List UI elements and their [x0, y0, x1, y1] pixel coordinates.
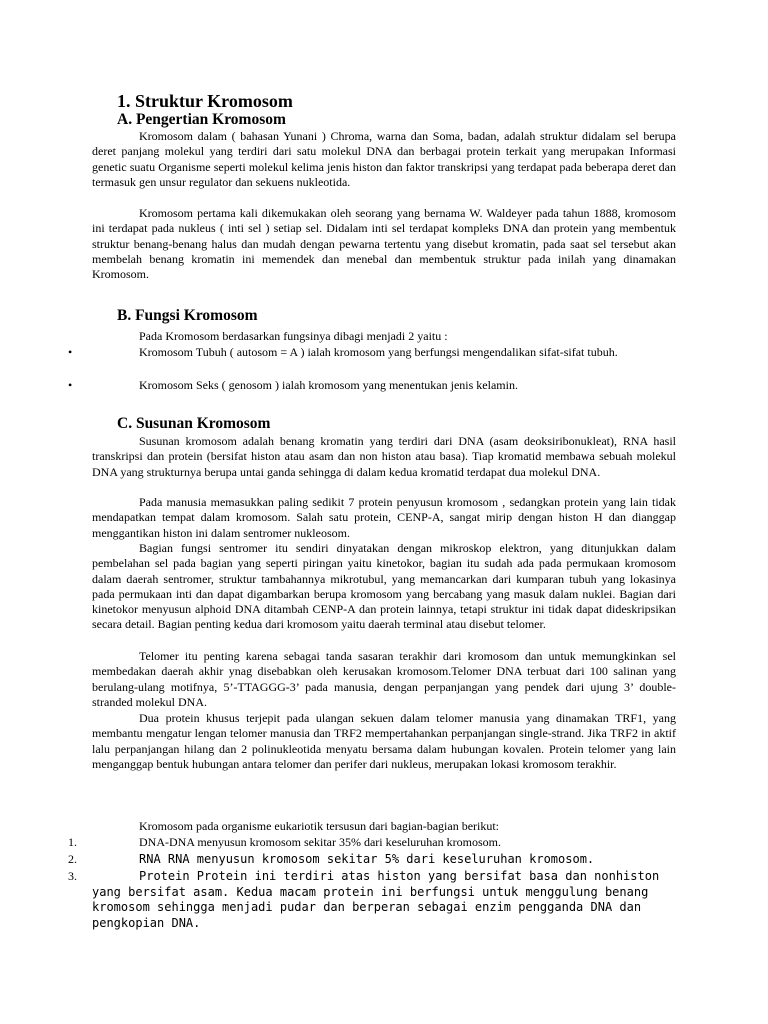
bullet-marker: •	[68, 378, 73, 392]
section-c-paragraph-3: Bagian fungsi sentromer itu sendiri dinyatakan dengan mikroskop elektron, yang ditunjukkan dalam pembelahan sel pada bagian yang seperti piringan yaitu kinetokor, bagian itu sudah ada pada permukaan kromosom dalam daerah sentromer, struktur tambahannya mikrotubul, yang memancarkan dari kumparan tubuh yang lokasinya pada permukaan inti dan dapat digambarkan berupa kromosom yang bercabang yang masuk dalam nuklei. Bagian dari kinetokor menyusun alphoid DNA ditambah CENP-A dan protein lainnya, tetapi struktur ini tidak dapat dideskripsikan secara detail. Bagian penting kedua dari kromosom yaitu daerah terminal atau disebut telomer.	[92, 541, 676, 632]
document-title: 1. Struktur Kromosom	[117, 91, 293, 111]
list-number: 1.	[68, 835, 77, 849]
section-a-paragraph-2: Kromosom pertama kali dikemukakan oleh seorang yang bernama W. Waldeyer pada tahun 1888, kromosom ini terdapat pada nukleus ( inti sel ) setiap sel. Didalam inti sel terdapat kompleks DNA dan protein yang membentuk struktur benang-benang halus dan mudah dengan pewarna tertentu yang disebut kromatin, pada saat sel tersebut akan membelah benang kromatin ini memendek dan menebal dan membentuk struktur pada inilah yang dinamakan Kromosom.	[92, 206, 676, 282]
list-number: 3.	[68, 869, 77, 883]
bullet-item-genosom: Kromosom Seks ( genosom ) ialah kromosom yang menentukan jenis kelamin.	[139, 378, 518, 392]
section-a-paragraph-1: Kromosom dalam ( bahasan Yunani ) Chroma, warna dan Soma, badan, adalah struktur didalam sel berupa deret panjang molekul yang terdiri dari satu molekul DNA dan berbagai protein terkait yang merupakan Informasi genetic suatu Organisme seperti molekul kelima jenis histon dan faktor transkripsi yang terdapat pada beberapa deret dan termasuk gen unsur regulator dan sekuens nukleotida.	[92, 129, 676, 189]
list-number: 2.	[68, 852, 77, 866]
bullet-item-autosom: Kromosom Tubuh ( autosom = A ) ialah kromosom yang berfungsi mengendalikan sifat-sifat tubuh.	[139, 345, 618, 359]
section-c-paragraph-5: Dua protein khusus terjepit pada ulangan sekuen dalam telomer manusia yang dinamakan TRF1, yang membantu mengatur lengan telomer manusia dan TRF2 mempertahankan perpanjangan single-strand. Jika TRF2 in aktif lalu perpanjangan hilang dan 2 polinukleotida menyatu bersama dalam hubungan kovalen. Protein telomer yang lain menganggap bentuk hubungan antara telomer dan perifer dari nukleus, merupakan lokasi kromosom terakhir.	[92, 711, 676, 771]
bullet-marker: •	[68, 345, 73, 359]
section-a-heading: A. Pengertian Kromosom	[117, 111, 286, 128]
list-item-dna: DNA-DNA menyusun kromosom sekitar 35% dari keseluruhan kromosom.	[139, 835, 501, 849]
list-item-rna: RNA RNA menyusun kromosom sekitar 5% dari keseluruhan kromosom.	[139, 852, 595, 866]
section-c-paragraph-1: Susunan kromosom adalah benang kromatin yang terdiri dari DNA (asam deoksiribonukleat), RNA hasil transkripsi dan protein (bersifat histon atau asam dan non histon atau basa). Tiap kromatid membawa sebuah molekul DNA yang strukturnya berupa untai ganda sehingga di dalam kedua kromatid terdapat dua molekul DNA.	[92, 434, 676, 479]
list-intro: Kromosom pada organisme eukariotik tersusun dari bagian-bagian berikut:	[139, 819, 500, 833]
section-b-intro: Pada Kromosom berdasarkan fungsinya dibagi menjadi 2 yaitu :	[139, 329, 448, 343]
section-b-heading: B. Fungsi Kromosom	[117, 307, 258, 324]
section-c-paragraph-4: Telomer itu penting karena sebagai tanda sasaran terakhir dari kromosom dan untuk memungkinkan sel membedakan daerah akhir ynag disebabkan oleh kerusakan kromosom.Telomer DNA terbuat dari 100 salinan yang berulang-ulang motifnya, 5’-TTAGGG-3’ pada manusia, dengan perpanjangan yang pendek dari ujung 3’ double-stranded molekul DNA.	[92, 649, 676, 709]
section-c-paragraph-2: Pada manusia memasukkan paling sedikit 7 protein penyusun kromosom , sedangkan protein yang lain tidak mendapatkan tempat dalam kromosom. Salah satu protein, CENP-A, sangat mirip dengan histon H dan dianggap menggantikan histon ini dalam sentromer nukleosom.	[92, 495, 676, 540]
list-item-protein: Protein Protein ini terdiri atas histon yang bersifat basa dan nonhiston yang bersifat asam. Kedua macam protein ini berfungsi untuk menggulung benang kromosom sehingga menjadi pudar dan berperan sebagai enzim pengganda DNA dan pengkopian DNA.	[92, 869, 660, 930]
section-c-heading: C. Susunan Kromosom	[117, 415, 271, 432]
